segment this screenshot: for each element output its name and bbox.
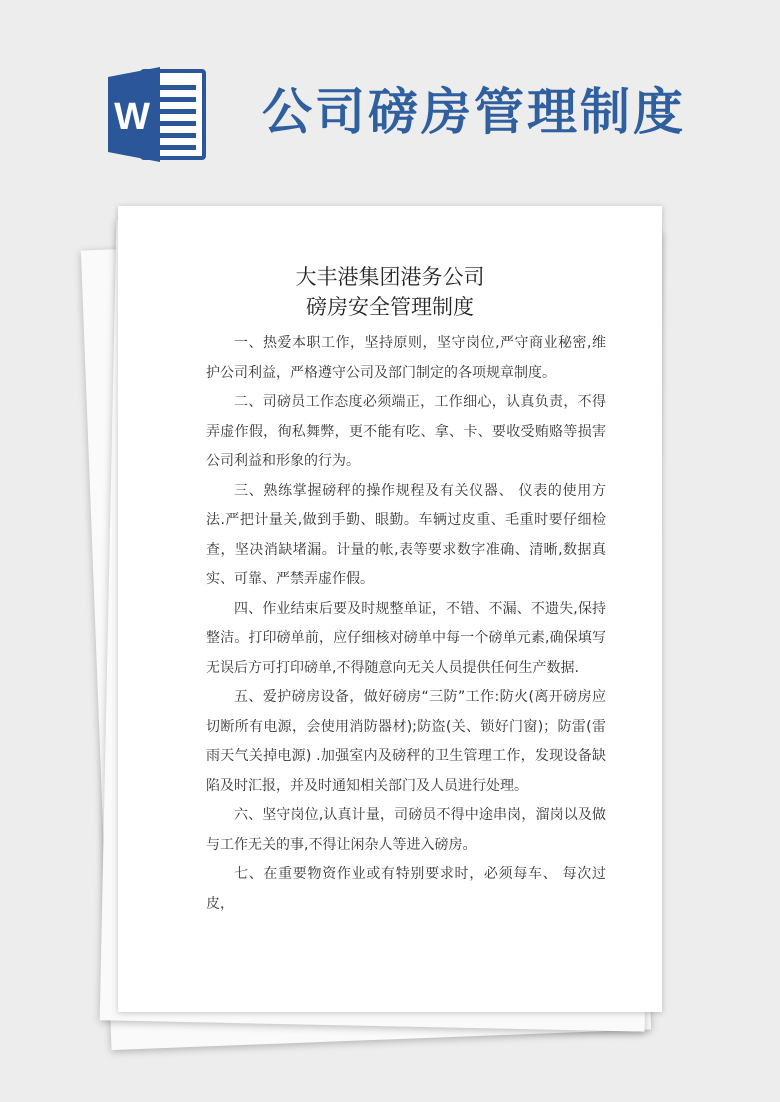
paragraph-4: 四、作业结束后要及时规整单证，不错、不漏、不遗失,保持整洁。打印磅单前，应仔细核对磅单中每一个磅单元素,确保填写无误后方可打印磅单,不得随意向无关人员提供任何生产数据.	[206, 600, 606, 676]
paragraph-6: 六、坚守岗位,认真计量，司磅员不得中途串岗，溜岗以及做与工作无关的事,不得让闲杂人等进入磅房。	[206, 807, 606, 853]
document-title-line2: 磅房安全管理制度	[306, 295, 474, 319]
banner-title: 公司磅房管理制度	[262, 82, 686, 141]
document-page	[118, 206, 662, 1012]
paragraph-3: 三、熟练掌握磅秤的操作规程及有关仪器、 仪表的使用方法.严把计量关,做到手勤、眼勤。车辆过皮重、毛重时要仔细检查，坚决消缺堵漏。计量的帐,表等要求数字准确、清晰,数据真实、可靠、严禁弄虚作假。	[206, 482, 606, 587]
paragraph-1: 一、热爱本职工作，坚持原则，坚守岗位,严守商业秘密,维护公司利益，严格遵守公司及部门制定的各项规章制度。	[206, 335, 606, 381]
word-logo-letter: W	[114, 96, 150, 138]
word-logo-icon	[108, 67, 208, 162]
paragraph-2: 二、司磅员工作态度必须端正，工作细心，认真负责，不得弄虚作假，徇私舞弊，更不能有吃、拿、卡、要收受贿赂等损害公司利益和形象的行为。	[206, 394, 606, 469]
document-body	[206, 329, 606, 919]
paragraph-7: 七、在重要物资作业或有特别要求时，必须每车、 每次过皮，	[206, 866, 606, 912]
paragraph-5: 五、爱护磅房设备，做好磅房“三防”工作:防火(离开磅房应切断所有电源，会使用消防器材);防盗(关、锁好门窗)；防雷(雷 雨天气关掉电源) .加强室内及磅秤的卫生管理工作，发现设备缺陷及时汇报，并及时通知相关部门及人员进行处理。	[206, 689, 606, 794]
document-title-line1: 大丰港集团港务公司	[295, 265, 485, 289]
